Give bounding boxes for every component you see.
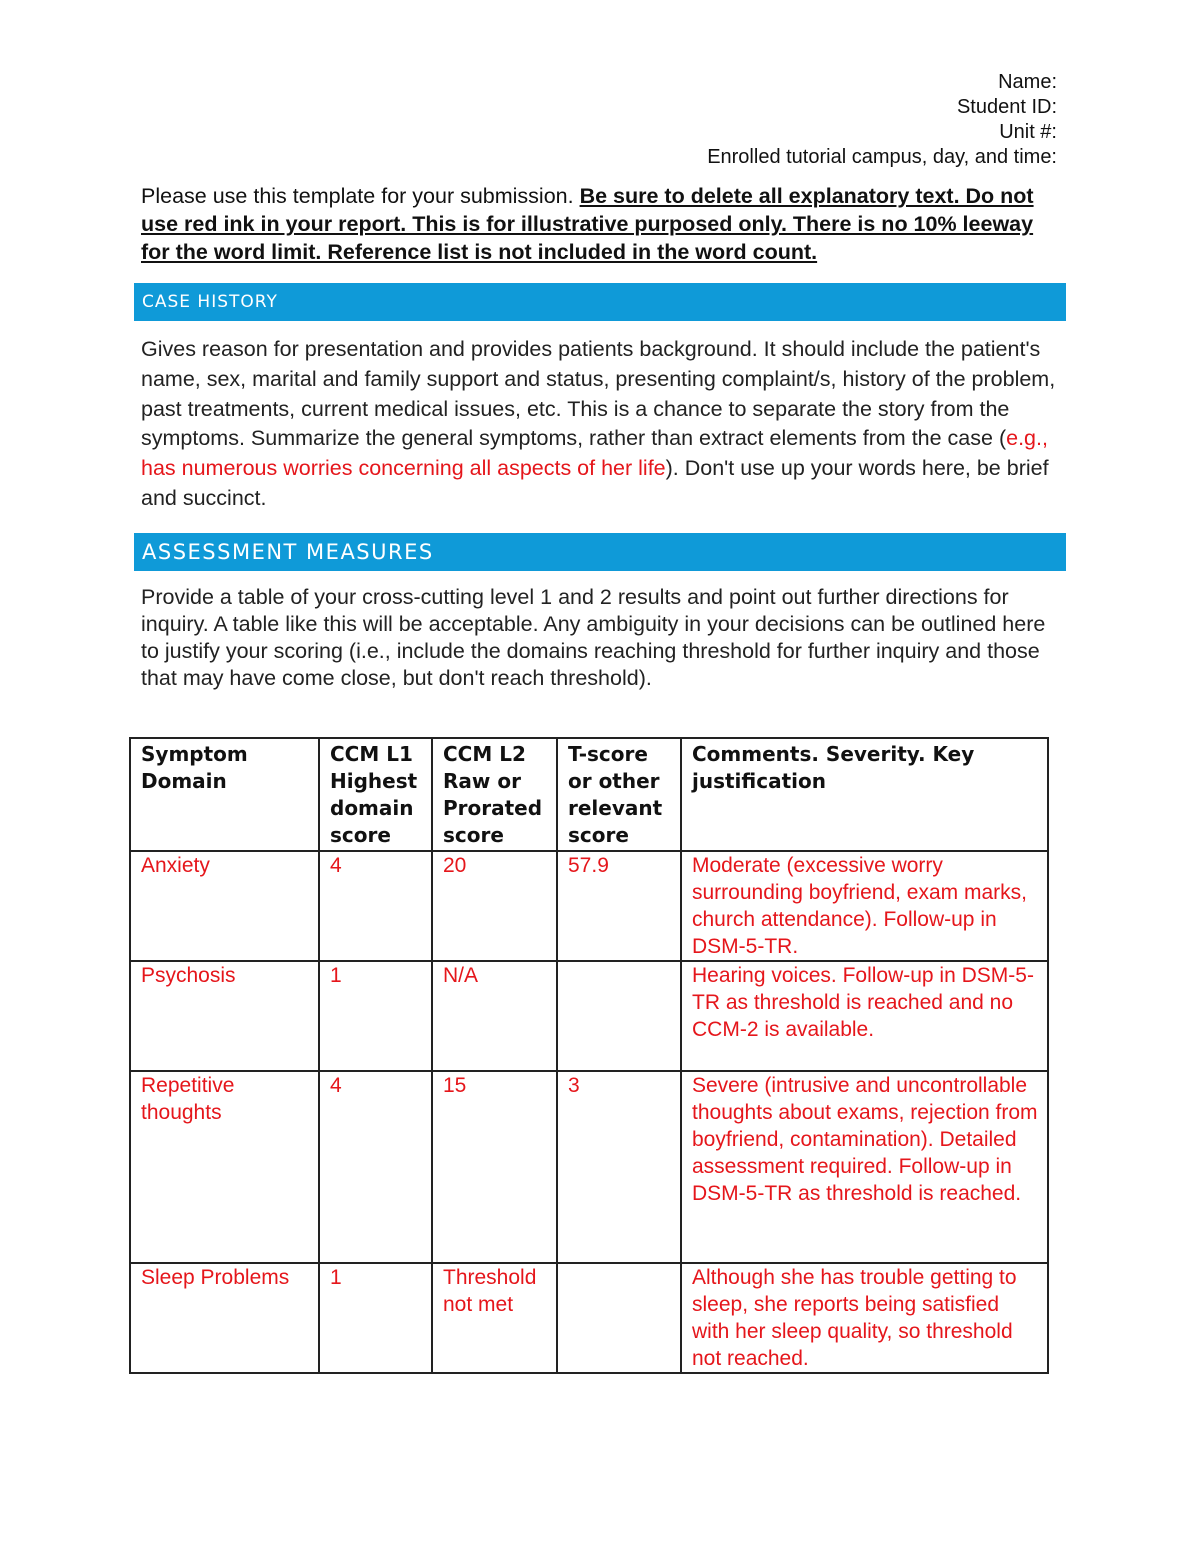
instructions-emphasis-text: Be sure to delete all explanatory text. Do not use red ink in your report. This is for illustrative purposed only. There is no 10% leeway for the word limit. Reference list is not included in the word count. [141,184,1034,264]
cell-l2: 20 [432,851,557,961]
cell-tscore [557,961,681,1071]
cell-tscore: 3 [557,1071,681,1263]
cell-domain: Sleep Problems [130,1263,319,1373]
case-history-text: Gives reason for presentation and provides patients background. It should include the patient's name, sex, marital and family support and status, presenting complaint/s, history of the problem, past treatments, current medical issues, etc. This is a chance to separate the story from the symptoms. Summarize the general symptoms, rather than extract elements from the case ( [141,337,1056,451]
cell-l1: 1 [319,1263,432,1373]
tutorial-label: Enrolled tutorial campus, day, and time: [707,146,1057,168]
case-history-example: e.g., has numerous worries concerning all aspects of her life [141,426,1048,481]
case-history-text-end: ). Don't use up your words here, be brief and succinct. [141,456,1049,510]
header-t-score: T-score or other relevant score [557,738,681,851]
instructions-plain-text: Please use this template for your submission. [141,184,580,208]
cell-domain: Repetitive thoughts [130,1071,319,1263]
cell-l2: Threshold not met [432,1263,557,1373]
student-info-block [357,70,1057,170]
header-symptom-domain: Symptom Domain [130,738,319,851]
cell-l2: N/A [432,961,557,1071]
assessment-results-table [129,737,1049,1374]
table-row [130,1071,1048,1263]
cell-domain: Psychosis [130,961,319,1071]
assessment-paragraph: Provide a table of your cross-cutting level 1 and 2 results and point out further directions for inquiry. A table like this will be acceptable. Any ambiguity in your decisions can be outlined here to justify your scoring (i.e., include the domains reaching threshold for further inquiry and those that may have come close, but don't reach threshold). [141,585,1046,690]
cell-l1: 4 [319,851,432,961]
table-header-row [130,738,1048,851]
template-instructions [141,182,1066,266]
cell-comments: Although she has trouble getting to sleep, she reports being satisfied with her sleep quality, so threshold not reached. [681,1263,1048,1373]
cell-tscore: 57.9 [557,851,681,961]
cell-l2: 15 [432,1071,557,1263]
table-row [130,1263,1048,1373]
case-history-paragraph [141,335,1066,514]
cell-l1: 1 [319,961,432,1071]
table-row [130,961,1048,1071]
header-ccm-l2: CCM L2 Raw or Prorated score [432,738,557,851]
header-ccm-l1: CCM L1 Highest domain score [319,738,432,851]
cell-comments: Hearing voices. Follow-up in DSM-5-TR as threshold is reached and no CCM-2 is available. [681,961,1048,1071]
cell-l1: 4 [319,1071,432,1263]
cell-comments: Severe (intrusive and uncontrollable thoughts about exams, rejection from boyfriend, contamination). Detailed assessment required. Follow-up in DSM-5-TR as threshold is reached. [681,1071,1048,1263]
section-heading-assessment-measures: ASSESSMENT MEASURES [134,533,1066,571]
cell-domain: Anxiety [130,851,319,961]
unit-label: Unit #: [999,121,1057,143]
name-label: Name: [998,71,1057,93]
cell-comments: Moderate (excessive worry surrounding boyfriend, exam marks, church attendance). Follow-up in DSM-5-TR. [681,851,1048,961]
table-row [130,851,1048,961]
student-id-label: Student ID: [956,96,1057,118]
cell-tscore [557,1263,681,1373]
header-comments: Comments. Severity. Key justification [681,738,1048,851]
section-heading-case-history: CASE HISTORY [134,283,1066,321]
